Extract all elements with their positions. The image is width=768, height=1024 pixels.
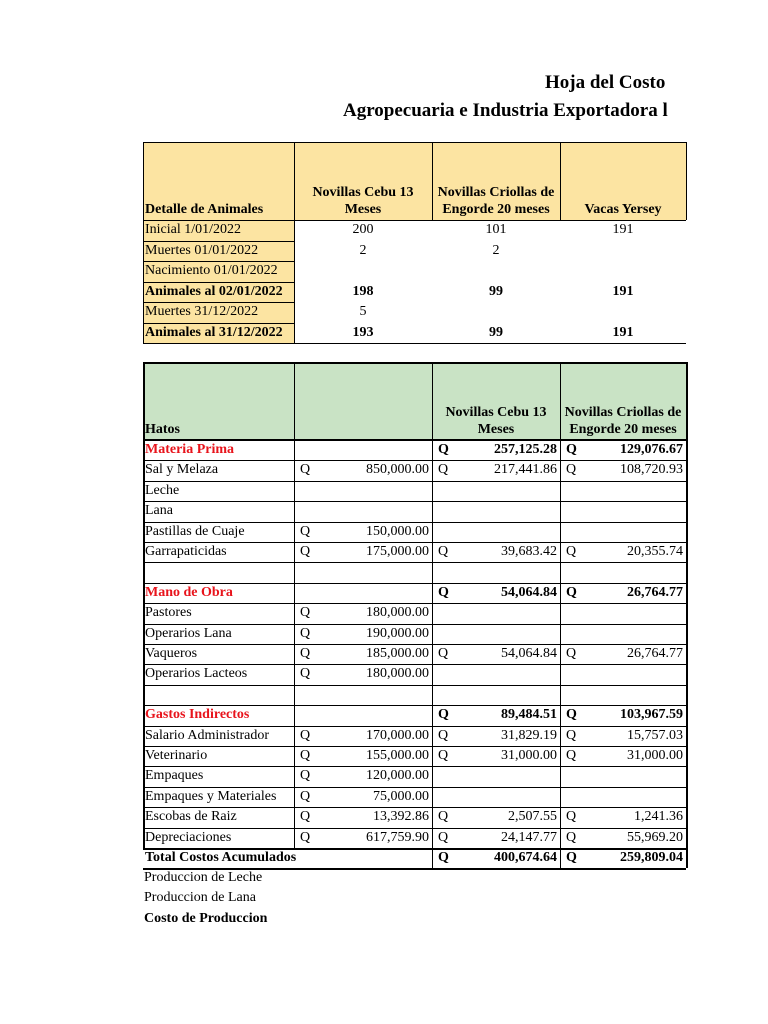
table2-amount-cell xyxy=(432,501,560,521)
table2-amount-cell xyxy=(294,828,432,848)
table2-row-label: Pastores xyxy=(145,605,192,621)
table2-amount-cell xyxy=(432,746,560,766)
amount-value: 103,967.59 xyxy=(620,707,683,723)
table2-amount-cell xyxy=(432,766,560,786)
table1-cell: 2 xyxy=(359,242,367,258)
table2-amount-cell xyxy=(560,746,686,766)
table2-row-label: Vaqueros xyxy=(145,646,198,661)
currency-symbol: Q xyxy=(438,646,449,661)
table2-row-label: Gastos Indirectos xyxy=(145,707,250,723)
amount-value: 39,683.42 xyxy=(501,544,557,559)
currency-symbol: Q xyxy=(566,707,577,723)
currency-symbol: Q xyxy=(438,748,449,763)
grid-line xyxy=(143,685,686,686)
amount-value: 257,125.28 xyxy=(494,442,557,457)
table2-amount-cell xyxy=(560,726,686,746)
table2-amount-cell xyxy=(294,705,432,725)
table2-amount-cell xyxy=(432,685,560,705)
grid-line xyxy=(143,142,144,343)
table1-row-label: Animales al 31/12/2022 xyxy=(143,323,294,344)
amount-value: 190,000.00 xyxy=(366,625,429,641)
grid-line xyxy=(432,362,433,868)
currency-symbol: Q xyxy=(566,646,577,661)
table2-header-cell xyxy=(294,362,432,440)
table2-row-label: Salario Administrador xyxy=(145,727,270,743)
table2-amount-cell xyxy=(432,787,560,807)
grid-line xyxy=(686,362,688,868)
table2-amount-cell xyxy=(560,522,686,542)
currency-symbol: Q xyxy=(566,584,577,600)
currency-symbol: Q xyxy=(438,544,449,559)
table1-row-label: Nacimiento 01/01/2022 xyxy=(143,261,294,282)
amount-value: 120,000.00 xyxy=(366,768,429,784)
table2-amount-cell xyxy=(560,481,686,501)
table2-row-label: Mano de Obra xyxy=(145,584,233,600)
grid-line xyxy=(560,142,561,220)
table2-amount-cell xyxy=(560,828,686,848)
currency-symbol: Q xyxy=(300,625,311,641)
table2-amount-cell xyxy=(432,542,560,562)
grid-line xyxy=(143,460,686,461)
table2-amount-cell xyxy=(294,685,432,705)
table2-amount-cell xyxy=(294,501,432,521)
grid-line xyxy=(143,241,294,242)
grid-line xyxy=(143,603,686,604)
currency-symbol: Q xyxy=(300,727,311,743)
table2-amount-cell xyxy=(560,705,686,725)
table2-amount-cell xyxy=(294,848,432,868)
table1-header-cell: Novillas Criollas de Engorde 20 meses xyxy=(432,142,560,220)
amount-value: 26,764.77 xyxy=(627,646,683,661)
table1-header-cell: Detalle de Animales xyxy=(143,142,294,220)
table2-amount-cell xyxy=(294,603,432,623)
amount-value: 54,064.84 xyxy=(501,646,557,661)
amount-value: 24,147.77 xyxy=(501,829,557,845)
sheet-title: Hoja del Costo xyxy=(545,72,666,93)
grid-line xyxy=(560,362,561,868)
footer-label: Produccion de Lana xyxy=(144,890,256,906)
grid-line xyxy=(143,624,686,625)
table2-amount-cell xyxy=(294,726,432,746)
table2-row-label: Sal y Melaza xyxy=(145,462,219,478)
footer-label: Costo de Produccion xyxy=(144,910,268,926)
table2-amount-cell xyxy=(432,624,560,644)
amount-value: 75,000.00 xyxy=(373,788,429,804)
table2-row-label: Veterinario xyxy=(145,748,208,763)
currency-symbol: Q xyxy=(438,850,449,865)
grid-line xyxy=(143,705,686,706)
grid-line xyxy=(143,220,686,221)
grid-line xyxy=(294,362,295,848)
currency-symbol: Q xyxy=(566,748,577,763)
grid-line xyxy=(143,481,686,482)
amount-value: 150,000.00 xyxy=(366,523,429,539)
amount-value: 20,355.74 xyxy=(627,544,683,559)
table1-cell xyxy=(560,302,686,323)
table1-cell: 101 xyxy=(485,222,507,237)
table1-cell: 198 xyxy=(352,283,374,299)
table2-amount-cell xyxy=(294,460,432,480)
table2-row-label: Materia Prima xyxy=(145,442,235,457)
table2-amount-cell xyxy=(294,542,432,562)
table1-cell xyxy=(294,261,432,282)
table2-row-label: Leche xyxy=(145,482,180,498)
amount-value: 185,000.00 xyxy=(366,646,429,661)
table2-row-label: Operarios Lacteos xyxy=(145,666,248,682)
amount-value: 129,076.67 xyxy=(620,442,683,457)
table2-row-label xyxy=(143,685,294,705)
table2-amount-cell xyxy=(560,664,686,684)
grid-line xyxy=(143,142,686,143)
currency-symbol: Q xyxy=(300,666,311,682)
currency-symbol: Q xyxy=(566,442,577,457)
grid-line xyxy=(143,362,686,364)
table2-amount-cell xyxy=(432,644,560,664)
table2-amount-cell xyxy=(294,746,432,766)
currency-symbol: Q xyxy=(300,748,311,763)
table2-amount-cell xyxy=(432,583,560,603)
grid-line xyxy=(143,807,686,808)
table1-cell xyxy=(432,302,560,323)
table2-amount-cell xyxy=(294,624,432,644)
currency-symbol: Q xyxy=(566,809,577,825)
grid-line xyxy=(143,522,686,523)
table1-cell xyxy=(560,241,686,262)
amount-value: 850,000.00 xyxy=(366,462,429,478)
currency-symbol: Q xyxy=(566,727,577,743)
amount-value: 617,759.90 xyxy=(366,829,429,845)
table2-amount-cell xyxy=(432,807,560,827)
table2-amount-cell xyxy=(432,726,560,746)
grid-line xyxy=(143,562,686,563)
amount-value: 31,000.00 xyxy=(501,748,557,763)
table2-amount-cell xyxy=(560,460,686,480)
currency-symbol: Q xyxy=(300,646,311,661)
grid-line xyxy=(432,142,433,220)
table1-header-cell: Novillas Cebu 13 Meses xyxy=(294,142,432,220)
table1-cell: 191 xyxy=(612,283,634,299)
grid-line xyxy=(686,142,687,220)
currency-symbol: Q xyxy=(438,809,449,825)
table2-amount-cell xyxy=(560,624,686,644)
currency-symbol: Q xyxy=(300,462,311,478)
table2-amount-cell xyxy=(294,644,432,664)
table2-header-cell: Novillas Criollas de Engorde 20 meses xyxy=(560,362,686,440)
table1-cell: 99 xyxy=(489,324,503,340)
table1-row-label: Muertes 31/12/2022 xyxy=(143,302,294,323)
table2-amount-cell xyxy=(560,685,686,705)
currency-symbol: Q xyxy=(566,462,577,478)
grid-line xyxy=(143,746,686,747)
table2-amount-cell xyxy=(432,603,560,623)
amount-value: 89,484.51 xyxy=(501,707,557,723)
table2-amount-cell xyxy=(294,664,432,684)
table1-header-cell: Vacas Yersey xyxy=(560,142,686,220)
table2-row-label: Empaques y Materiales xyxy=(145,788,277,804)
table2-amount-cell xyxy=(560,766,686,786)
amount-value: 31,829.19 xyxy=(501,727,557,743)
grid-line xyxy=(143,501,686,502)
grid-line xyxy=(143,343,686,344)
currency-symbol: Q xyxy=(300,544,311,559)
currency-symbol: Q xyxy=(300,788,311,804)
amount-value: 26,764.77 xyxy=(627,584,683,600)
table2-amount-cell xyxy=(294,583,432,603)
grid-line xyxy=(143,323,294,324)
table2-amount-cell xyxy=(560,583,686,603)
grid-line xyxy=(143,302,294,303)
currency-symbol: Q xyxy=(300,809,311,825)
grid-line xyxy=(294,142,295,343)
table2-amount-cell xyxy=(294,766,432,786)
grid-line xyxy=(143,766,686,767)
table2-row-label: Operarios Lana xyxy=(145,625,232,641)
currency-symbol: Q xyxy=(300,523,311,539)
amount-value: 170,000.00 xyxy=(366,727,429,743)
amount-value: 13,392.86 xyxy=(373,809,429,825)
table2-amount-cell xyxy=(432,562,560,582)
table2-amount-cell xyxy=(560,787,686,807)
amount-value: 180,000.00 xyxy=(366,605,429,621)
table2-amount-cell xyxy=(432,664,560,684)
grid-line xyxy=(143,362,145,848)
amount-value: 155,000.00 xyxy=(366,748,429,763)
table1-cell: 99 xyxy=(489,283,503,299)
amount-value: 1,241.36 xyxy=(634,809,683,825)
table2-amount-cell xyxy=(560,562,686,582)
table1-row-label: Muertes 01/01/2022 xyxy=(143,241,294,262)
table2-header-cell: Hatos xyxy=(143,362,294,440)
table1-cell: 2 xyxy=(492,242,500,258)
grid-line xyxy=(143,583,686,584)
currency-symbol: Q xyxy=(300,605,311,621)
table2-amount-cell xyxy=(294,562,432,582)
grid-line xyxy=(143,726,686,727)
amount-value: 400,674.64 xyxy=(494,850,557,865)
table1-row-label: Inicial 1/01/2022 xyxy=(143,220,294,241)
table1-row-label: Animales al 02/01/2022 xyxy=(143,282,294,303)
currency-symbol: Q xyxy=(300,829,311,845)
table2-amount-cell xyxy=(432,705,560,725)
currency-symbol: Q xyxy=(438,462,449,478)
table2-row-label: Pastillas de Cuaje xyxy=(145,523,245,539)
table2-amount-cell xyxy=(560,603,686,623)
table2-row-label: Total Costos Acumulados xyxy=(145,850,297,865)
table2-amount-cell xyxy=(432,828,560,848)
table2-amount-cell xyxy=(560,644,686,664)
amount-value: 54,064.84 xyxy=(501,584,557,600)
currency-symbol: Q xyxy=(566,850,577,865)
amount-value: 31,000.00 xyxy=(627,748,683,763)
table2-header-cell: Novillas Cebu 13 Meses xyxy=(432,362,560,440)
currency-symbol: Q xyxy=(438,584,449,600)
currency-symbol: Q xyxy=(438,707,449,723)
grid-line xyxy=(143,787,686,788)
table2-row-label xyxy=(143,562,294,582)
table2-amount-cell xyxy=(294,787,432,807)
table1-cell xyxy=(560,261,686,282)
table1-cell xyxy=(432,261,560,282)
currency-symbol: Q xyxy=(566,829,577,845)
table1-cell: 191 xyxy=(612,324,634,340)
table1-cell: 200 xyxy=(352,222,374,237)
table1-cell: 193 xyxy=(352,324,374,340)
amount-value: 175,000.00 xyxy=(366,544,429,559)
table2-amount-cell xyxy=(560,807,686,827)
table2-amount-cell xyxy=(294,481,432,501)
table2-amount-cell xyxy=(294,807,432,827)
currency-symbol: Q xyxy=(438,727,449,743)
currency-symbol: Q xyxy=(566,544,577,559)
table1-cell: 191 xyxy=(612,222,634,237)
amount-value: 108,720.93 xyxy=(620,462,683,478)
footer-label: Produccion de Leche xyxy=(144,870,263,885)
amount-value: 259,809.04 xyxy=(620,850,683,865)
table2-row-label: Garrapaticidas xyxy=(145,544,227,559)
table2-amount-cell xyxy=(560,542,686,562)
grid-line xyxy=(143,644,686,645)
table2-row-label: Empaques xyxy=(145,768,204,784)
table2-amount-cell xyxy=(432,440,560,460)
table1-cell: 5 xyxy=(359,304,367,319)
amount-value: 217,441.86 xyxy=(494,462,557,478)
table2-amount-cell xyxy=(432,522,560,542)
table2-amount-cell xyxy=(432,848,560,868)
grid-line xyxy=(143,282,294,283)
amount-value: 180,000.00 xyxy=(366,666,429,682)
table2-amount-cell xyxy=(560,440,686,460)
table2-row-label: Escobas de Raiz xyxy=(145,809,237,825)
grid-line xyxy=(143,261,294,262)
currency-symbol: Q xyxy=(438,442,449,457)
table2-amount-cell xyxy=(294,440,432,460)
grid-line xyxy=(143,542,686,543)
table2-amount-cell xyxy=(432,481,560,501)
amount-value: 2,507.55 xyxy=(508,809,557,825)
company-name: Agropecuaria e Industria Exportadora l xyxy=(343,100,668,121)
amount-value: 15,757.03 xyxy=(627,727,683,743)
currency-symbol: Q xyxy=(300,768,311,784)
amount-value: 55,969.20 xyxy=(627,829,683,845)
table2-amount-cell xyxy=(560,501,686,521)
grid-line xyxy=(143,828,686,829)
table2-row-label: Lana xyxy=(145,503,173,519)
table2-row-label: Depreciaciones xyxy=(145,829,232,845)
table2-amount-cell xyxy=(294,522,432,542)
table2-amount-cell xyxy=(432,460,560,480)
grid-line xyxy=(143,439,686,441)
currency-symbol: Q xyxy=(438,829,449,845)
grid-line xyxy=(143,664,686,665)
table2-amount-cell xyxy=(560,848,686,868)
